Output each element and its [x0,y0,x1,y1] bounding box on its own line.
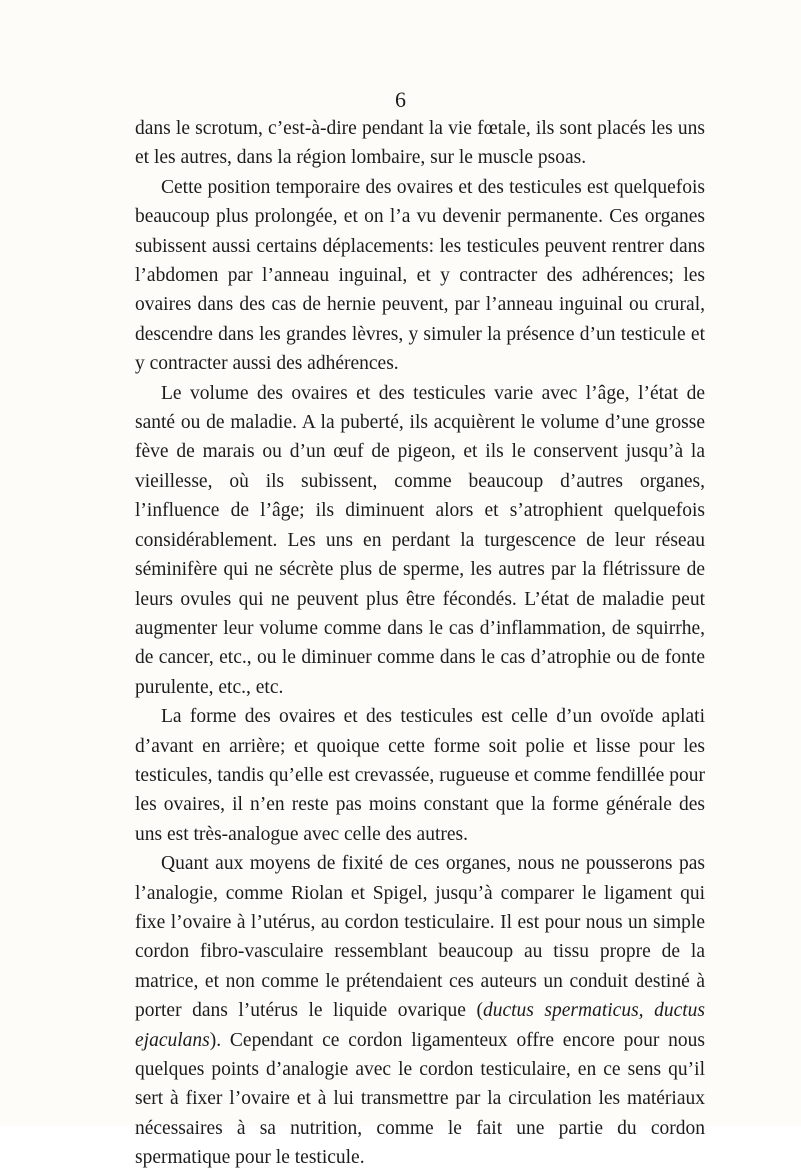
page-number: 6 [395,87,406,112]
paragraph-fixation-end: ). Cependant ce cordon ligamenteux offre encore pour nous quelques points d’analogie avec le cordon testiculaire, en ce sens qu’il sert à fixer l’ovaire et à lui transmettre par la circulation les matériaux nécessaires à sa nutrition, comme le fait une partie du cordon spermatique pour le testicule. [135,1029,705,1169]
paragraph-shape: La forme des ovaires et des testicules est celle d’un ovoïde aplati d’avant en arrière; et quoique cette forme soit polie et lisse pour les testicules, tandis qu’elle est crevassée, rugueuse et comme fendillée pour les ovaires, il n’en reste pas moins constant que la forme générale des uns est très-analogue avec celle des autres. [135,706,705,845]
latin-term: ductus spermaticus, ductus ejaculans [135,1000,705,1051]
paragraph-fixation-start: Quant aux moyens de fixité de ces organes, nous ne pousserons pas l’analogie, comme Riolan et Spigel, jusqu’à comparer le ligament qui fixe l’ovaire à l’utérus, au cordon testiculaire. Il est pour nous un simple cordon fibro-vasculaire ressemblant beaucoup au tissu propre de la matrice, et non comme le prétendaient ces auteurs un conduit destiné à porter dans l’utérus le liquide ovarique ( [135,853,705,1022]
paragraph-position: Cette position temporaire des ovaires et des testicules est quelquefois beaucoup plus prolongée, et on l’a vu devenir permanente. Ces organes subissent aussi certains déplacements: les testicules peuvent rentrer dans l’abdomen par l’anneau inguinal, et y contracter des adhérences; les ovaires dans des cas de hernie peuvent, par l’anneau inguinal ou crural, descendre dans les grandes lèvres, y simuler la présence d’un testicule et y contracter aussi des adhérences. [135,176,705,375]
paragraph-volume: Le volume des ovaires et des testicules varie avec l’âge, l’état de santé ou de maladie. A la puberté, ils acquièrent le volume d’une grosse fève de marais ou d’un œuf de pigeon, et ils le conservent jusqu’à la vieillesse, où ils subissent, comme beaucoup d’autres organes, l’influence de l’âge; ils diminuent alors et s’atrophient quelquefois considérablement. Les uns en perdant la turgescence de leur réseau séminifère qui ne sécrète plus de sperme, les autres par la flétrissure de leurs ovules qui ne peuvent plus être fécondés. L’état de maladie peut augmenter leur volume comme dans le cas d’inflammation, de squirrhe, de cancer, etc., ou le diminuer comme dans le cas d’atrophie ou de fonte purulente, etc., etc. [135,382,705,698]
paragraph-fixation [135,849,705,1172]
paragraph-continuation: dans le scrotum, c’est-à-dire pendant la vie fœtale, ils sont placés les uns et les autres, dans la région lombaire, sur le muscle psoas. [135,118,705,169]
page-body-text [135,114,705,1173]
